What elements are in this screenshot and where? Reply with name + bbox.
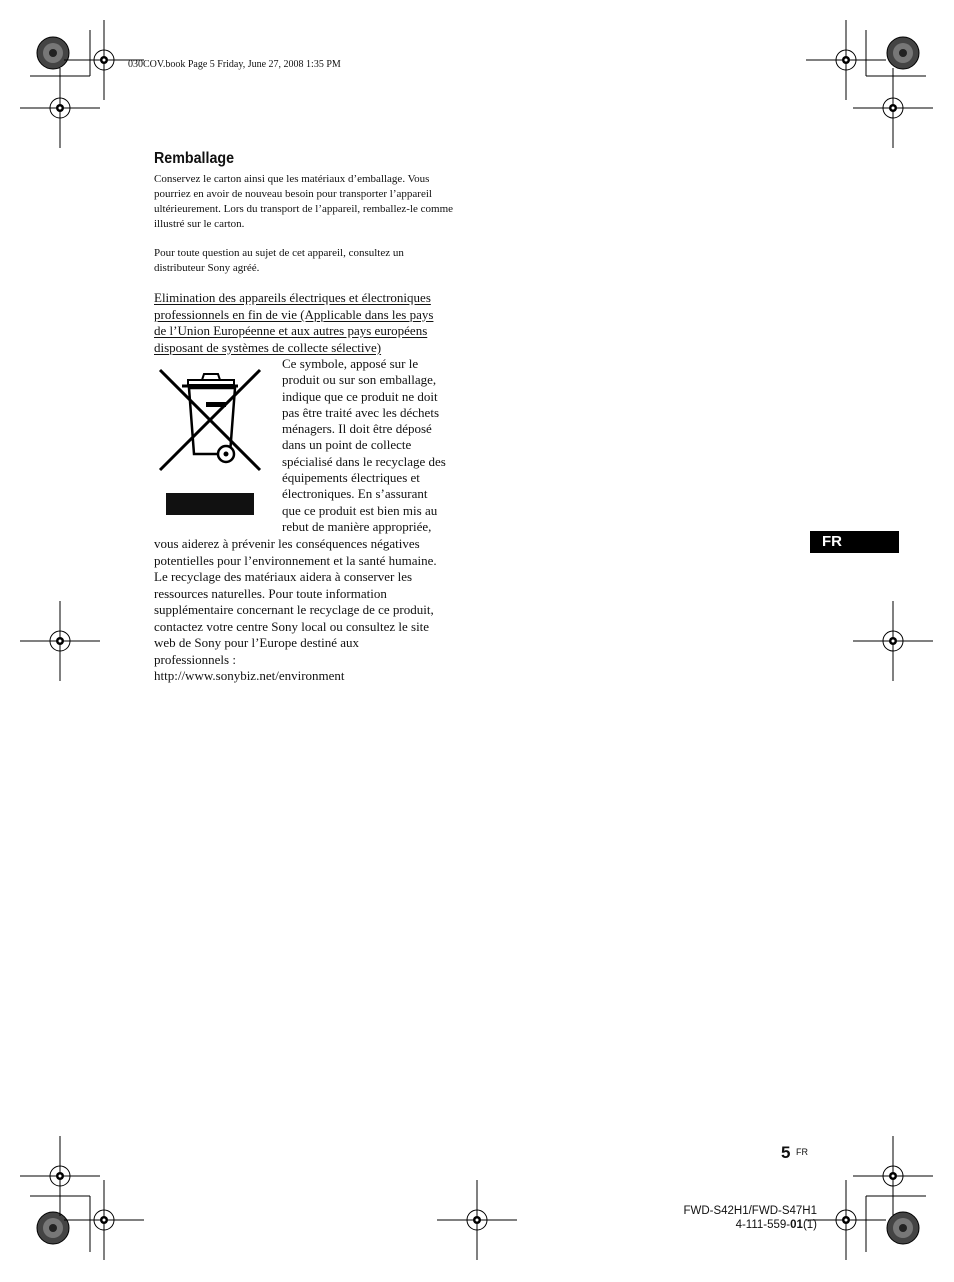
text-line: contactez votre centre Sony local ou consultez le site — [154, 618, 430, 634]
model-code-block — [683, 1204, 817, 1232]
text-line: électroniques. En s’assurant — [282, 486, 428, 502]
disposal-heading-line: disposant de systèmes de collecte sélective) — [154, 339, 382, 355]
part-number — [683, 1218, 817, 1232]
text-line: que ce produit est bien mis au — [282, 502, 438, 518]
symbol-underbar — [166, 493, 254, 515]
text-line: supplémentaire concernant le recyclage de ce produit, — [154, 602, 434, 617]
text-line: Le recyclage des matériaux aidera à conserver les — [154, 569, 413, 584]
packing-paragraph: Conservez le carton ainsi que les matériaux d’emballage. Vous pourriez en avoir de nouveau besoin pour transporter l’appareil ultérieurement. Lors du transport de l’appareil, remballez-le comme illustré sur le carton. — [154, 173, 454, 230]
crossed-out-wheelie-bin-icon — [154, 362, 268, 486]
text-line: vous aiderez à prévenir les conséquences négatives — [154, 536, 420, 551]
language-tab: FR — [810, 531, 899, 553]
text-line: indique que ce produit ne doit — [282, 388, 438, 404]
model-names: FWD-S42H1/FWD-S47H1 — [683, 1205, 817, 1217]
file-info-header: 030COV.book Page 5 Friday, June 27, 2008 1:35 PM — [128, 59, 341, 70]
disposal-heading-line: professionnels en fin de vie (Applicable dans les pays — [154, 306, 434, 322]
text-line: ménagers. Il doit être déposé — [282, 421, 432, 437]
disposal-heading-line: de l’Union Européenne et aux autres pays européens — [154, 323, 428, 338]
text-line: professionnels : — [154, 651, 236, 667]
text-line: potentielles pour l’environnement et la santé humaine. — [154, 552, 437, 568]
environment-url: http://www.sonybiz.net/environment — [154, 668, 345, 683]
disposal-heading-line: Elimination des appareils électriques et électroniques — [154, 290, 431, 305]
text-line: Ce symbole, apposé sur le — [282, 356, 419, 371]
section-title: Remballage — [154, 150, 235, 167]
disposal-continuation — [154, 536, 456, 685]
text-line: dans un point de collecte — [282, 437, 412, 453]
text-line: produit ou sur son emballage, — [282, 372, 437, 388]
text-line: spécialisé dans le recyclage des — [282, 453, 446, 469]
part-number-prefix: 4-111-559- — [735, 1219, 791, 1231]
symbol-description — [282, 356, 456, 535]
text-line: web de Sony pour l’Europe destiné aux — [154, 635, 360, 650]
text-line: pas être traité avec les déchets — [282, 404, 439, 420]
part-number-suffix: (1) — [802, 1219, 817, 1231]
part-number-bold: 01 — [790, 1219, 803, 1231]
page-number: 5 — [781, 1143, 791, 1162]
text-line: équipements électriques et — [282, 470, 420, 486]
page-suffix: FR — [796, 1147, 808, 1157]
dealer-paragraph: Pour toute question au sujet de cet appareil, consultez un distributeur Sony agréé. — [154, 247, 404, 274]
text-line: rebut de manière appropriée, — [282, 518, 432, 534]
disposal-heading — [154, 290, 454, 356]
text-line: ressources naturelles. Pour toute information — [154, 585, 387, 601]
